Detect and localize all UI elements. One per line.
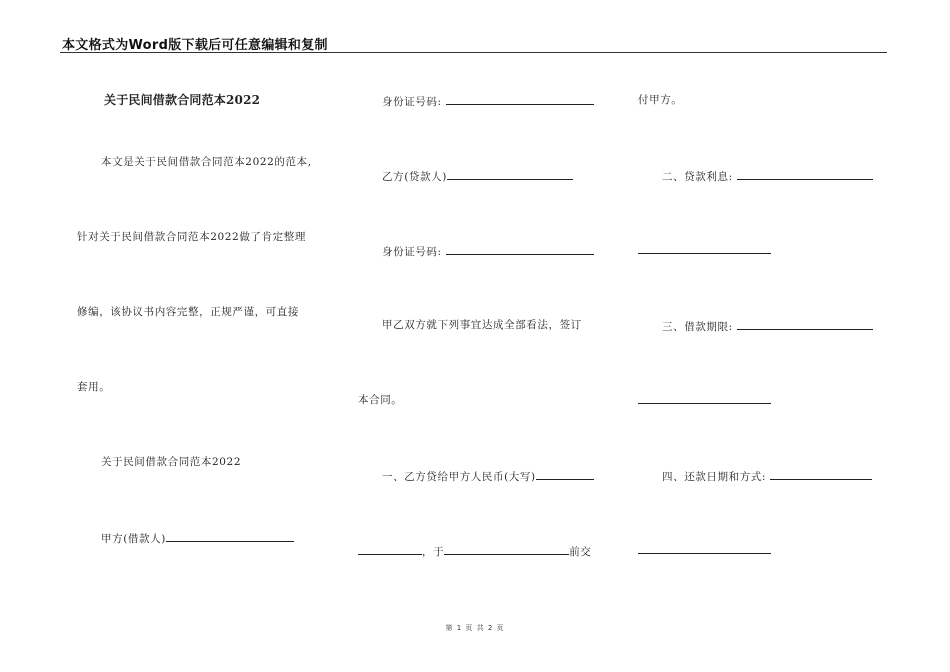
interest-blank xyxy=(737,168,873,180)
article-1-end-text: 前交 xyxy=(569,546,592,558)
loan-date-blank xyxy=(444,543,569,555)
party-b-id-field xyxy=(382,243,594,259)
party-a-id-label: 身份证号码: xyxy=(382,96,442,108)
party-a-id-blank xyxy=(446,93,594,105)
repayment-label: 四、还款日期和方式: xyxy=(662,471,767,483)
loan-amount-blank xyxy=(536,468,594,480)
intro-paragraph-line-3: 修编，该协议书内容完整，正规严谨，可直接 xyxy=(77,306,299,318)
intro-paragraph-line-2: 针对关于民间借款合同范本2022做了肯定整理 xyxy=(77,231,306,243)
article-1-label: 一、乙方贷给甲方人民币(大写) xyxy=(382,471,536,483)
interest-label: 二、贷款利息: xyxy=(662,171,733,183)
intro-paragraph-line-4: 套用。 xyxy=(77,381,111,393)
pay-party-a-text: 付甲方。 xyxy=(638,94,683,106)
contract-heading: 关于民间借款合同范本2022 xyxy=(101,456,242,468)
interest-continued-blank xyxy=(638,253,771,254)
term-blank xyxy=(737,318,873,330)
party-b-id-blank xyxy=(446,243,594,255)
term-field xyxy=(662,318,873,334)
party-a-field xyxy=(101,530,294,546)
agreement-line-1: 甲乙双方就下列事宜达成全部看法，签订 xyxy=(382,319,582,331)
article-1-line-1 xyxy=(382,468,594,484)
agreement-line-2: 本合同。 xyxy=(358,394,403,406)
article-1-line-2 xyxy=(358,543,591,559)
party-b-field xyxy=(382,168,573,184)
document-header-title: 本文格式为Word版下载后可任意编辑和复制 xyxy=(62,38,328,53)
party-b-id-label: 身份证号码: xyxy=(382,246,442,258)
interest-field xyxy=(662,168,873,184)
document-title: 关于民间借款合同范本2022 xyxy=(104,93,261,107)
party-b-blank xyxy=(447,168,573,180)
repayment-field xyxy=(662,468,872,484)
repayment-continued-blank xyxy=(638,553,771,554)
party-a-id-field xyxy=(382,93,594,109)
header-rule xyxy=(60,52,887,53)
amount-continued-blank xyxy=(358,543,422,555)
article-1-mid-text: ，于 xyxy=(422,546,445,558)
term-label: 三、借款期限: xyxy=(662,321,733,333)
page-number-footer: 第 1 页 共 2 页 xyxy=(445,624,505,632)
party-b-label: 乙方(贷款人) xyxy=(382,171,447,183)
repayment-blank xyxy=(770,468,872,480)
intro-paragraph-line-1: 本文是关于民间借款合同范本2022的范本, xyxy=(101,156,312,168)
party-a-blank xyxy=(166,530,294,542)
term-continued-blank xyxy=(638,403,771,404)
party-a-label: 甲方(借款人) xyxy=(101,533,166,545)
